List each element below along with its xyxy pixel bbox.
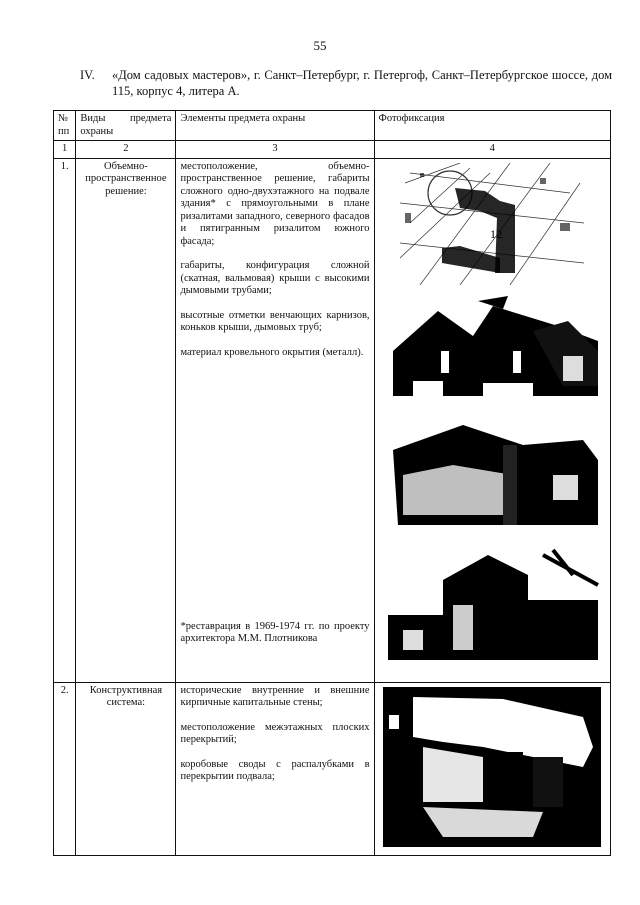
row-photos [374,682,610,855]
row-type: Конструктивная система: [76,682,176,855]
row-elements [176,682,374,855]
index-row [54,141,611,159]
header-num: № пп [54,111,76,141]
house-veranda-photo [383,415,601,539]
element-item: местоположение межэтажных плоских перекрытий; [180,721,370,745]
header-elements: Элементы предмета охраны [176,111,374,141]
row-photos [374,158,610,682]
row-type: Объемно-пространственное решение: [76,158,176,682]
restoration-note: *реставрация в 1969-1974 гг. по проекту архитектора М.М. Плотникова [180,620,370,644]
row-number: 1. [54,158,76,682]
element-item: местоположение, объемно-пространственное решение, габариты сложного одно-двухэтажного на подвале здания* с прямоугольными в плане ризалитами западного, северного фасадов и пятигранным ризалитом южного фасада; [180,160,370,247]
house-gable-photo [383,545,601,667]
element-item: исторические внутренние и внешние кирпичные капитальные стены; [180,684,370,708]
element-item: коробовые своды с распалубками в перекрытии подвала; [180,758,370,782]
element-item: высотные отметки венчающих карнизов, коньков крыши, дымовых труб; [180,309,370,333]
table-row [54,682,611,855]
table-row [54,158,611,682]
index-cell: 3 [176,141,374,159]
site-plan-photo [400,163,584,285]
header-type: Виды предмета охраны [76,111,176,141]
element-item: материал кровельного окрытия (металл). [180,346,364,358]
index-cell: 2 [76,141,176,159]
index-cell: 1 [54,141,76,159]
row-elements [176,158,374,682]
protection-table [53,110,611,856]
header-row [54,111,611,141]
house-facade-photo-1 [383,291,601,407]
element-item: габариты, конфигурация сложной (скатная, вальмовая) крыши с высокими дымовыми трубами; [180,260,370,296]
basement-vault-photo [383,687,601,847]
header-photos: Фотофиксация [374,111,610,141]
page-number: 55 [313,38,327,53]
plan-label: 12 [490,226,503,241]
index-cell: 4 [374,141,610,159]
row-number: 2. [54,682,76,855]
section-title: «Дом садовых мастеров», г. Санкт–Петербург, г. Петергоф, Санкт–Петербургское шоссе, дом 115, корпус 4, литера А. [112,68,612,98]
section-numeral: IV. [80,68,95,82]
